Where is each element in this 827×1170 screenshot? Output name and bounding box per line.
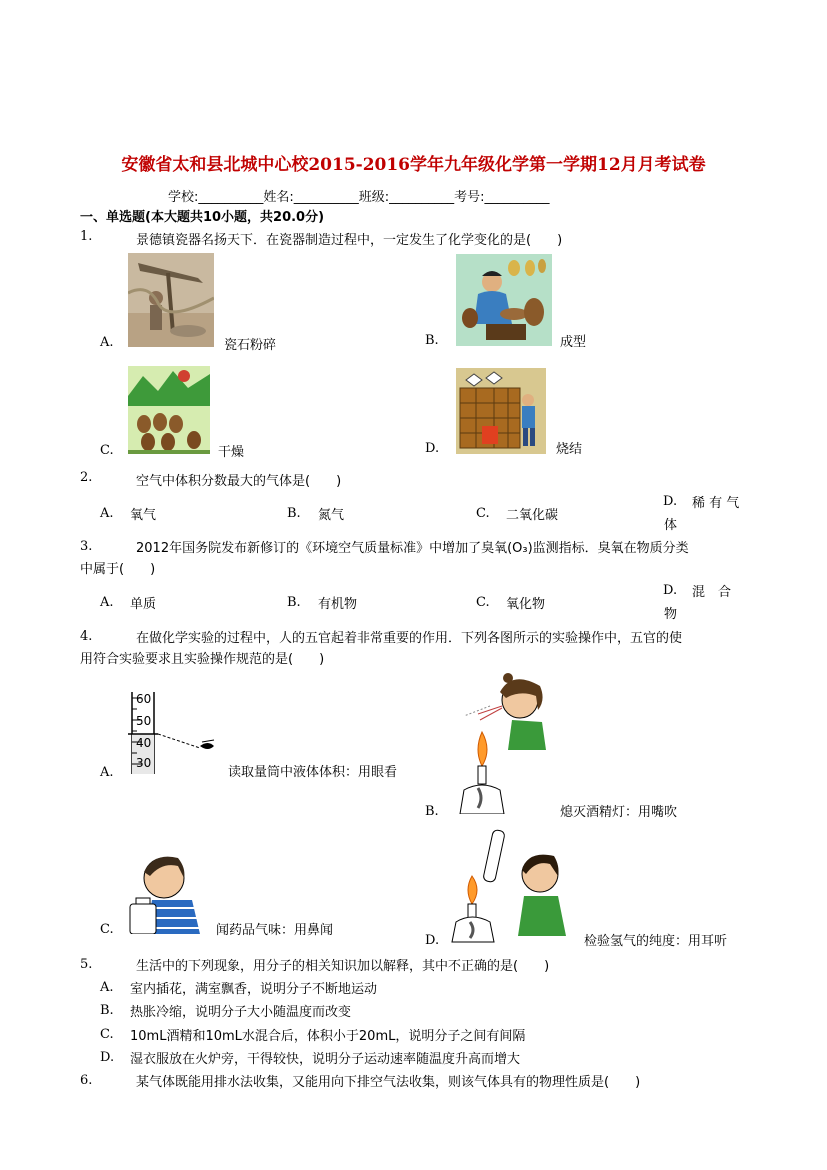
q3-d-text-line2: 物 xyxy=(664,607,678,622)
q4-c-text: 闻药品气味：用鼻闻 xyxy=(216,923,334,938)
q1-b-label: B. xyxy=(425,333,439,348)
q3-b-text: 有机物 xyxy=(318,597,358,612)
q1-b-image xyxy=(456,254,552,346)
q5-d-text: 湿衣服放在火炉旁，干得较快，说明分子运动速率随温度升高而增大 xyxy=(130,1052,521,1067)
q1-d-image xyxy=(456,368,546,454)
cylinder-tick-30: 30 xyxy=(136,756,152,770)
q2-a-text: 氧气 xyxy=(130,508,157,523)
q1-d-label: D. xyxy=(425,441,440,456)
q2-c-label: C. xyxy=(476,506,490,521)
q3-a-label: A. xyxy=(100,595,114,610)
q4-number: 4. xyxy=(80,629,93,644)
q4-d-text: 检验氢气的纯度：用耳听 xyxy=(584,934,728,949)
q4-c-label: C. xyxy=(100,922,114,937)
q1-a-label: A. xyxy=(100,335,114,350)
q3-number: 3. xyxy=(80,539,93,554)
q2-d-text-line2: 体 xyxy=(664,518,678,533)
q5-a-label: A. xyxy=(100,980,114,995)
q2-b-text: 氮气 xyxy=(318,508,345,523)
q5-a-text: 室内插花，满室飘香，说明分子不断地运动 xyxy=(130,982,378,997)
q6-text: 某气体既能用排水法收集，又能用向下排空气法收集，则该气体具有的物理性质是( ) xyxy=(136,1075,641,1090)
q2-text: 空气中体积分数最大的气体是( ) xyxy=(136,474,342,489)
cylinder-tick-40: 40 xyxy=(136,736,152,750)
page-title: 安徽省太和县北城中心校2015-2016学年九年级化学第一学期12月月考试卷 xyxy=(121,155,706,175)
q3-text-line2: 中属于( ) xyxy=(80,562,156,577)
q5-b-text: 热胀冷缩，说明分子大小随温度而改变 xyxy=(130,1005,352,1020)
q3-text-line1: 2012年国务院发布新修订的《环境空气质量标准》中增加了臭氧(O₃)监测指标．臭氧在物质分类 xyxy=(136,541,689,556)
q4-b-image xyxy=(450,670,550,814)
q4-a-label: A. xyxy=(100,765,114,780)
q3-a-text: 单质 xyxy=(130,597,157,612)
q3-b-label: B. xyxy=(287,595,301,610)
q5-number: 5. xyxy=(80,957,93,972)
q1-number: 1. xyxy=(80,229,93,244)
q3-c-label: C. xyxy=(476,595,490,610)
q2-number: 2. xyxy=(80,470,93,485)
q5-c-label: C. xyxy=(100,1027,114,1042)
q4-b-text: 熄灭酒精灯：用嘴吹 xyxy=(560,805,678,820)
q4-a-text: 读取量筒中液体体积：用眼看 xyxy=(228,765,398,780)
q1-c-text: 干燥 xyxy=(218,445,245,460)
cylinder-tick-50: 50 xyxy=(136,714,152,728)
q2-b-label: B. xyxy=(287,506,301,521)
q5-d-label: D. xyxy=(100,1050,115,1065)
q1-a-text: 瓷石粉碎 xyxy=(224,338,277,353)
q3-c-text: 氧化物 xyxy=(506,597,546,612)
q4-text-line1: 在做化学实验的过程中，人的五官起着非常重要的作用．下列各图所示的实验操作中，五官的使 xyxy=(136,631,683,646)
q1-text: 景德镇瓷器名扬天下．在瓷器制造过程中，一定发生了化学变化的是( ) xyxy=(136,233,563,248)
q4-c-image xyxy=(128,842,208,934)
q3-d-text-line1: 混 合 xyxy=(692,585,732,600)
q4-b-label: B. xyxy=(425,804,439,819)
q2-d-label: D. xyxy=(663,494,678,509)
section-heading: 一、单选题(本大题共10小题，共20.0分) xyxy=(80,210,325,225)
q5-b-label: B. xyxy=(100,1003,114,1018)
q3-d-label: D. xyxy=(663,583,678,598)
q1-a-image xyxy=(128,253,214,347)
q1-d-text: 烧结 xyxy=(556,442,583,457)
q4-d-label: D. xyxy=(425,933,440,948)
q2-a-label: A. xyxy=(100,506,114,521)
q4-d-image xyxy=(450,826,580,944)
q1-c-image xyxy=(128,366,210,454)
student-info-line: 学校:__________姓名:__________班级:__________考号:__________ xyxy=(168,190,550,205)
q2-d-text-line1: 稀 有 气 xyxy=(692,496,740,511)
q6-number: 6. xyxy=(80,1073,93,1088)
q2-c-text: 二氧化碳 xyxy=(506,508,559,523)
q5-text: 生活中的下列现象，用分子的相关知识加以解释，其中不正确的是( ) xyxy=(136,959,550,974)
q1-c-label: C. xyxy=(100,443,114,458)
cylinder-tick-60: 60 xyxy=(136,692,152,706)
q1-b-text: 成型 xyxy=(560,335,587,350)
q5-c-text: 10mL酒精和10mL水混合后，体积小于20mL，说明分子之间有间隔 xyxy=(130,1029,526,1044)
q4-text-line2: 用符合实验要求且实验操作规范的是( ) xyxy=(80,652,325,667)
